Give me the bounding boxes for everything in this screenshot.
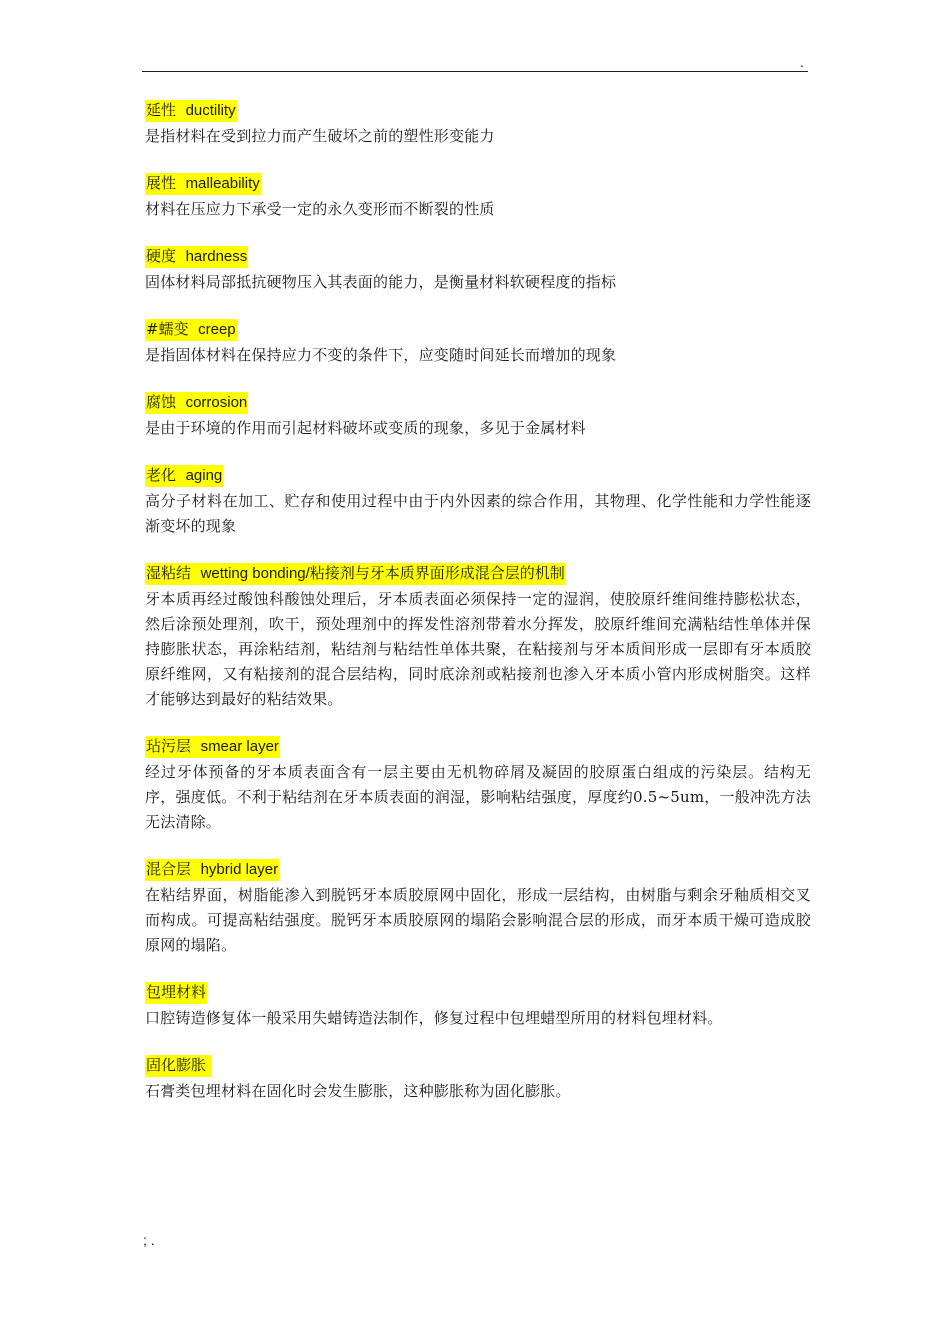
- term-highlight: [145, 859, 279, 881]
- term-highlight: [145, 982, 207, 1004]
- term-zh: 硬度: [146, 247, 177, 265]
- term-zh: 玷污层: [146, 737, 192, 755]
- term-zh: 包埋材料: [146, 983, 207, 1001]
- definition: 高分子材料在加工、贮存和使用过程中由于内外因素的综合作用，其物理、化学性能和力学性能逐渐变坏的现象: [145, 492, 811, 535]
- term-highlight: [145, 173, 261, 195]
- term-zh: #蠕变: [146, 320, 189, 338]
- term-highlight: [145, 319, 237, 341]
- definition: 是由于环境的作用而引起材料破坏或变质的现象，多见于金属材料: [145, 419, 586, 437]
- entry-setting-expansion: [145, 1055, 811, 1104]
- definition: 是指材料在受到拉力而产生破坏之前的塑性形变能力: [145, 127, 495, 145]
- term-en: wetting bonding/粘接剂与牙本质界面形成混合层的机制: [200, 565, 565, 582]
- glossary-content: [145, 100, 811, 1128]
- term-highlight: [145, 465, 223, 487]
- term-highlight: [145, 246, 248, 268]
- term-en: smear layer: [200, 738, 279, 755]
- term-zh: 展性: [146, 174, 177, 192]
- header-mark: .: [800, 54, 804, 70]
- term-zh: 延性: [146, 101, 177, 119]
- term-en: ductility: [185, 102, 236, 119]
- entry-wetting-bonding: [145, 563, 811, 712]
- definition: 是指固体材料在保持应力不变的条件下，应变随时间延长而增加的现象: [145, 346, 617, 364]
- entry-creep: [145, 319, 811, 368]
- entry-corrosion: [145, 392, 811, 441]
- term-highlight: [145, 1055, 212, 1077]
- entry-aging: [145, 465, 811, 539]
- term-highlight: [145, 736, 280, 758]
- entry-malleability: [145, 173, 811, 222]
- term-en: corrosion: [185, 394, 248, 411]
- definition: 材料在压应力下承受一定的永久变形而不断裂的性质: [145, 200, 495, 218]
- entry-hardness: [145, 246, 811, 295]
- term-zh: 湿粘结: [146, 564, 192, 582]
- term-en: creep: [198, 321, 236, 338]
- entry-hybrid-layer: [145, 859, 811, 958]
- footer-mark: ; .: [143, 1232, 155, 1248]
- term-highlight: [145, 563, 566, 585]
- entry-investment-material: [145, 982, 811, 1031]
- term-en: aging: [185, 467, 223, 484]
- definition: 固体材料局部抵抗硬物压入其表面的能力，是衡量材料软硬程度的指标: [145, 273, 617, 291]
- definition: 石膏类包埋材料在固化时会发生膨胀，这种膨胀称为固化膨胀。: [145, 1082, 571, 1100]
- term-en: hybrid layer: [200, 861, 279, 878]
- definition: 经过牙体预备的牙本质表面含有一层主要由无机物碎屑及凝固的胶原蛋白组成的污染层。结构无序，强度低。不利于粘结剂在牙本质表面的润湿，影响粘结强度，厚度约0.5~5um，一般冲洗方法无法清除。: [145, 763, 811, 831]
- term-en: malleability: [185, 175, 260, 192]
- term-zh: 腐蚀: [146, 393, 177, 411]
- term-zh: 固化膨胀: [146, 1056, 207, 1074]
- entry-ductility: [145, 100, 811, 149]
- term-highlight: [145, 100, 237, 122]
- definition: 牙本质再经过酸蚀科酸蚀处理后，牙本质表面必须保持一定的湿润，使胶原纤维间维持膨松状态，然后涂预处理剂，吹干，预处理剂中的挥发性溶剂带着水分挥发，胶原纤维间充满粘结性单体并保持膨胀状态，再涂粘结剂，粘结剂与粘结性单体共聚，在粘接剂与牙本质间形成一层即有牙本质胶原纤维网，又有粘接剂的混合层结构，同时底涂剂或粘接剂也渗入牙本质小管内形成树脂突。这样才能够达到最好的粘结效果。: [145, 590, 811, 708]
- entry-smear-layer: [145, 736, 811, 835]
- definition: 口腔铸造修复体一般采用失蜡铸造法制作，修复过程中包埋蜡型所用的材料包埋材料。: [145, 1009, 723, 1027]
- definition: 在粘结界面，树脂能渗入到脱钙牙本质胶原网中固化，形成一层结构，由树脂与剩余牙釉质相交叉而构成。可提高粘结强度。脱钙牙本质胶原网的塌陷会影响混合层的形成，而牙本质干燥可造成胶原网的塌陷。: [145, 886, 811, 954]
- header-rule: [142, 71, 808, 72]
- term-highlight: [145, 392, 248, 414]
- term-en: hardness: [185, 248, 248, 265]
- term-zh: 混合层: [146, 860, 192, 878]
- term-zh: 老化: [146, 466, 177, 484]
